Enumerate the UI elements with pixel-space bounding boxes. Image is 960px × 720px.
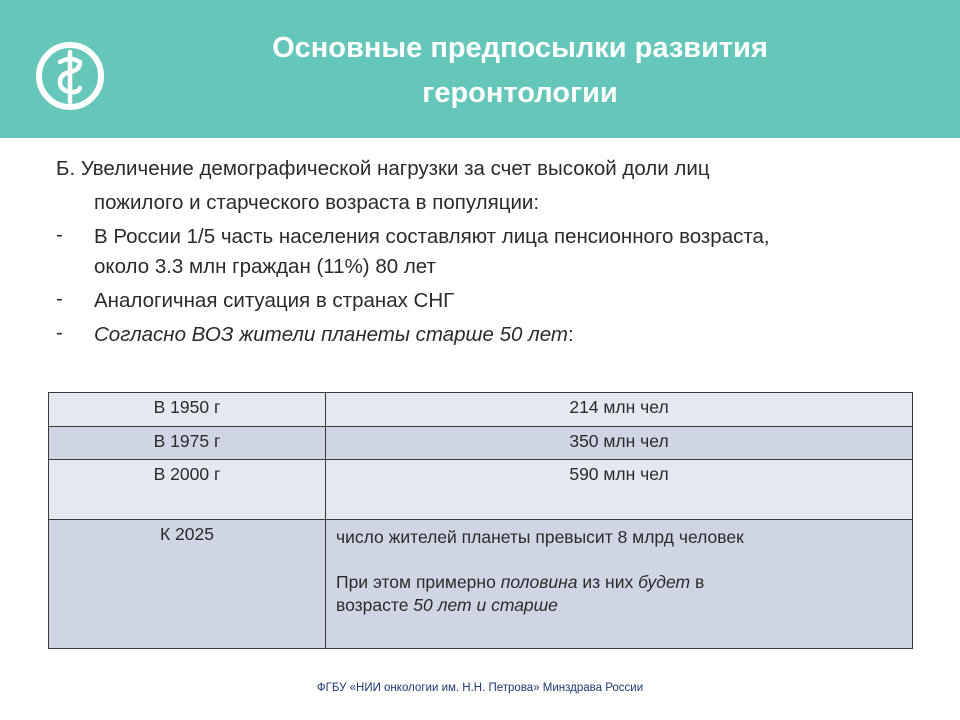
table-cell-year: В 2000 г [49, 460, 326, 520]
table-row [49, 520, 913, 649]
intro-line-1: Б. Увеличение демографической нагрузки за счет высокой доли лиц [56, 157, 710, 180]
slide-title [150, 26, 890, 116]
note-line2-part-1: возрасте [336, 595, 414, 615]
bullet-who [56, 320, 916, 350]
table-cell-year: В 1950 г [49, 393, 326, 427]
bullet-who-italic: Согласно ВОЗ жители планеты старше 50 лет [94, 323, 568, 346]
intro-line-2: пожилого и старческого возраста в популяции: [94, 191, 540, 214]
table-row [49, 460, 913, 520]
table-cell-value [326, 520, 913, 649]
table-cell-year: В 1975 г [49, 427, 326, 460]
bullet-cis-line: Аналогичная ситуация в странах СНГ [94, 289, 455, 312]
table-row [49, 427, 913, 460]
note-italic-1: половина [500, 572, 578, 592]
intro-paragraph [56, 152, 916, 220]
population-table [48, 392, 913, 649]
note-part-3: в [690, 572, 705, 592]
forecast-note-line-2 [336, 594, 902, 617]
table-cell-value: 590 млн чел [326, 460, 913, 520]
table-cell-value: 350 млн чел [326, 427, 913, 460]
note-part-2: из них [577, 572, 639, 592]
bullet-russia-line-1: В России 1/5 часть населения составляют лица пенсионного возраста, [94, 225, 770, 248]
forecast-note-line-1 [336, 571, 902, 594]
table-cell-year: К 2025 [49, 520, 326, 649]
bullet-dash: - [56, 287, 63, 310]
table-cell-value: 214 млн чел [326, 393, 913, 427]
bullet-dash: - [56, 223, 63, 246]
bullet-russia-line-2: около 3.3 млн граждан (11%) 80 лет [94, 255, 436, 278]
slide-content [56, 152, 916, 350]
bullet-cis [56, 286, 916, 316]
footer-institution: ФГБУ «НИИ онкологии им. Н.Н. Петрова» Минздрава России [316, 682, 644, 694]
caduceus-circle-icon [34, 40, 106, 112]
title-line-2: геронтологии [422, 77, 618, 109]
bullet-dash: - [56, 321, 63, 344]
title-line-1: Основные предпосылки развития [272, 32, 768, 64]
forecast-text: число жителей планеты превысит 8 млрд человек [336, 527, 744, 547]
table-row [49, 393, 913, 427]
bullet-who-suffix: : [567, 323, 574, 346]
note-line2-italic: 50 лет и старше [413, 595, 558, 615]
note-italic-2: будет [638, 572, 691, 592]
bullet-russia [56, 222, 916, 282]
slide-header [0, 0, 960, 138]
bullet-who-line [94, 320, 916, 350]
note-part-1: При этом примерно [336, 572, 501, 592]
